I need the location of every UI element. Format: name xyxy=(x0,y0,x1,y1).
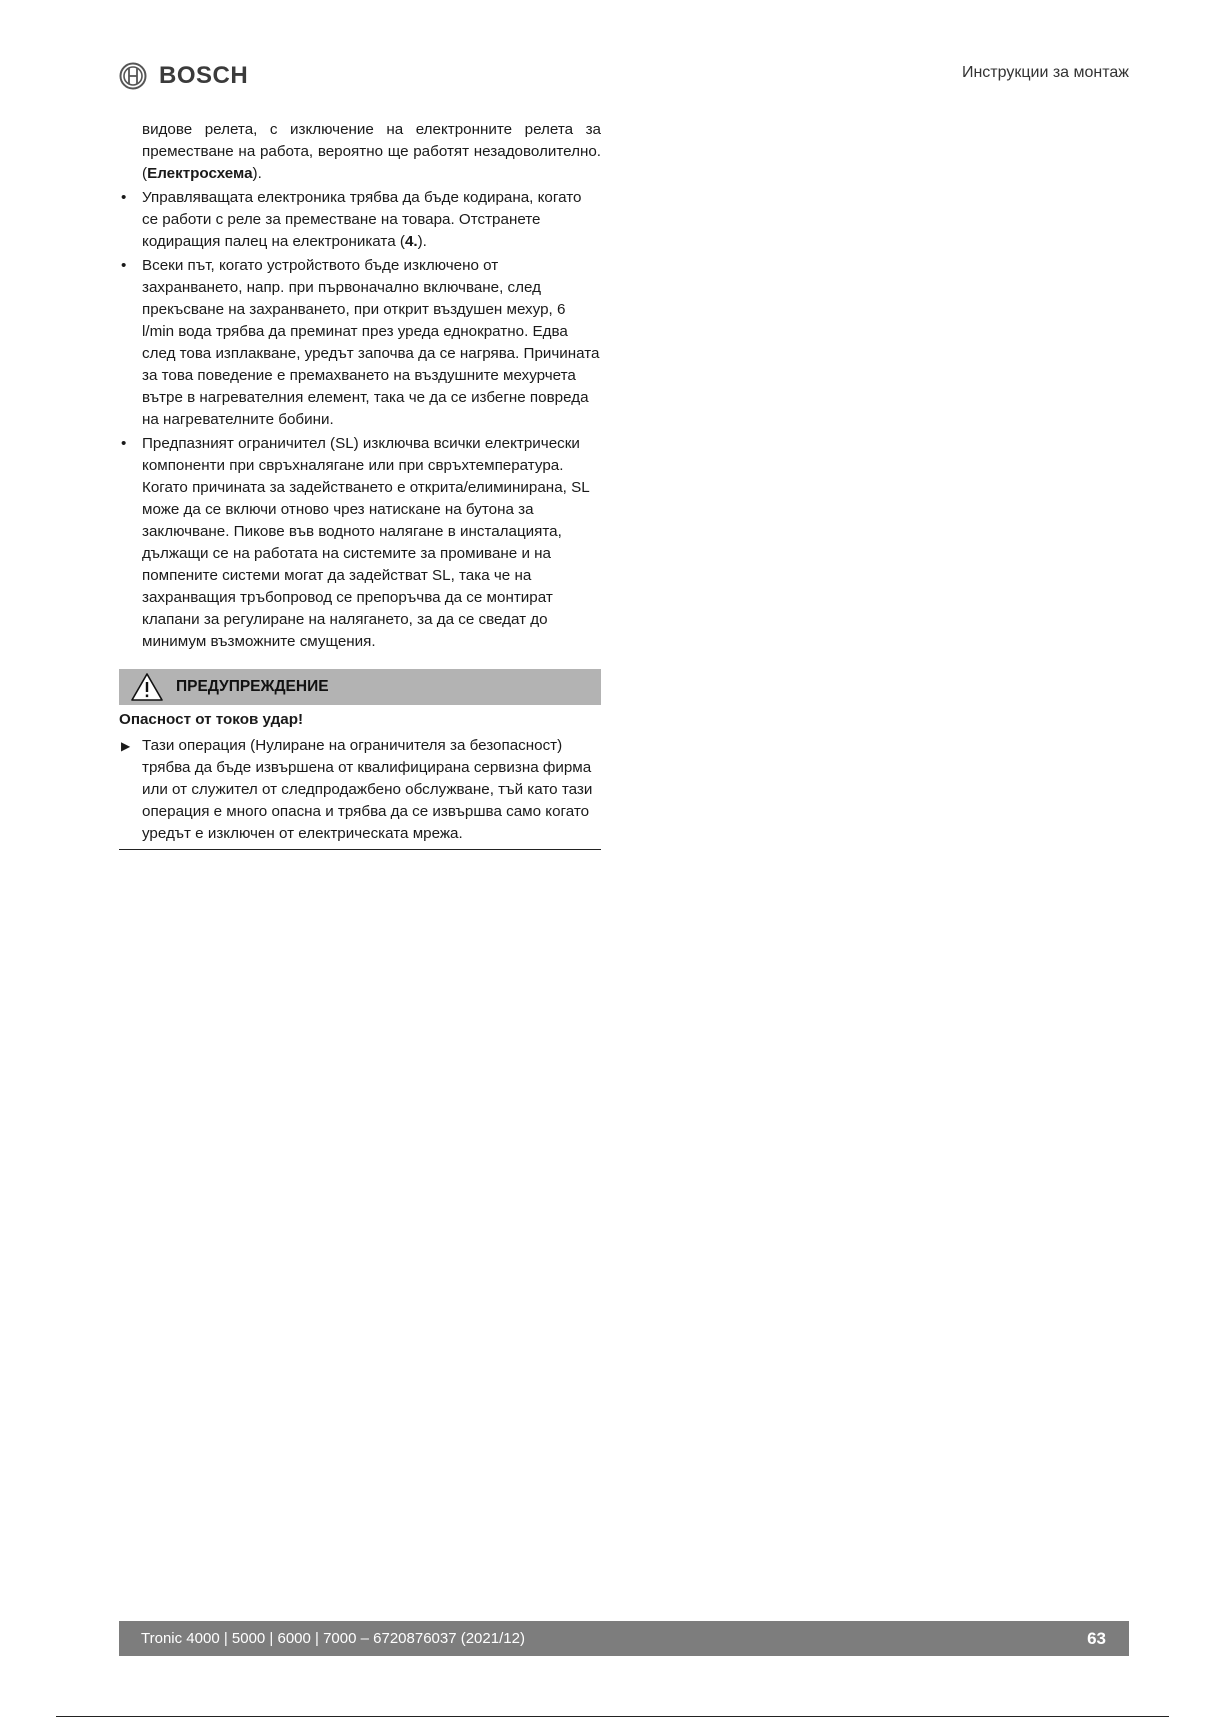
continuation-paragraph: видове релета, с изключение на електронните релета за преместване на работа, вероятно ще работят незадоволително. (Електросхема). xyxy=(142,121,601,182)
page-number: 63 xyxy=(1087,1628,1106,1648)
page-bottom-divider xyxy=(56,1716,1169,1717)
list-item: • Управляващата електроника трябва да бъде кодирана, когато се работи с реле за преместване на товара. Отстранете кодиращия палец на електрониката (4.). xyxy=(121,189,582,250)
bullet-marker: • xyxy=(121,189,127,206)
step-arrow-icon: ▶ xyxy=(121,739,131,753)
bullet-marker: • xyxy=(121,435,127,452)
bullet-list xyxy=(119,187,601,653)
bosch-armature-icon xyxy=(119,62,147,90)
warning-divider xyxy=(119,849,601,850)
warning-steps xyxy=(119,735,601,845)
warning-title: ПРЕДУПРЕЖДЕНИЕ xyxy=(176,678,329,695)
warning-subtitle: Опасност от токов удар! xyxy=(119,711,304,728)
document-type: Инструкции за монтаж xyxy=(961,64,1129,81)
warning-triangle-icon xyxy=(130,672,164,702)
main-content xyxy=(119,119,601,850)
bullet-marker: • xyxy=(121,257,127,274)
list-item: • Предпазният ограничител (SL) изключва всички електрически компоненти при свръхналягане или при свръхтемпература. Когато причината за задействането е открита/елиминирана, SL може да се включи отново чрез натискане на бутона за заключване. Пикове във водното налягане в инсталацията, дължащи се на работата на системите за промиване и на помпените системи могат да задействат SL, така че на захранващия тръбопровод се препоръчва да се монтират клапани за регулиране на налягането, за да се сведат до минимум възможните смущения. xyxy=(121,435,590,650)
list-item: • Всеки път, когато устройството бъде изключено от захранването, напр. при първоначално включване, след прекъсване на захранването, при открит въздушен мехур, 6 l/min вода трябва да преминат през уреда еднократно. Едва след това изплакване, уредът започва да се нагрява. Причината за това поведение е премахването на въздушните мехурчета вътре в нагревателния елемент, така че да се избегне повреда на нагревателните бобини. xyxy=(121,257,600,428)
brand-name: BOSCH xyxy=(159,62,249,89)
warning-banner xyxy=(119,669,601,705)
footer-document-id: Tronic 4000 | 5000 | 6000 | 7000 – 6720876037 (2021/12) xyxy=(141,1630,525,1647)
footer-bar xyxy=(119,1621,1129,1656)
warning-step: ▶ Тази операция (Нулиране на ограничителя за безопасност) трябва да бъде извършена от квалифицирана сервизна фирма или от служител от следпродажбено обслужване, тъй като тази операция е много опасна и трябва да се извършва само когато уредът е изключен от електрическата мрежа. xyxy=(121,737,593,842)
reference-bold: 4. xyxy=(404,233,418,250)
brand-logo xyxy=(119,62,248,90)
reference-bold: Електросхема xyxy=(147,165,253,182)
